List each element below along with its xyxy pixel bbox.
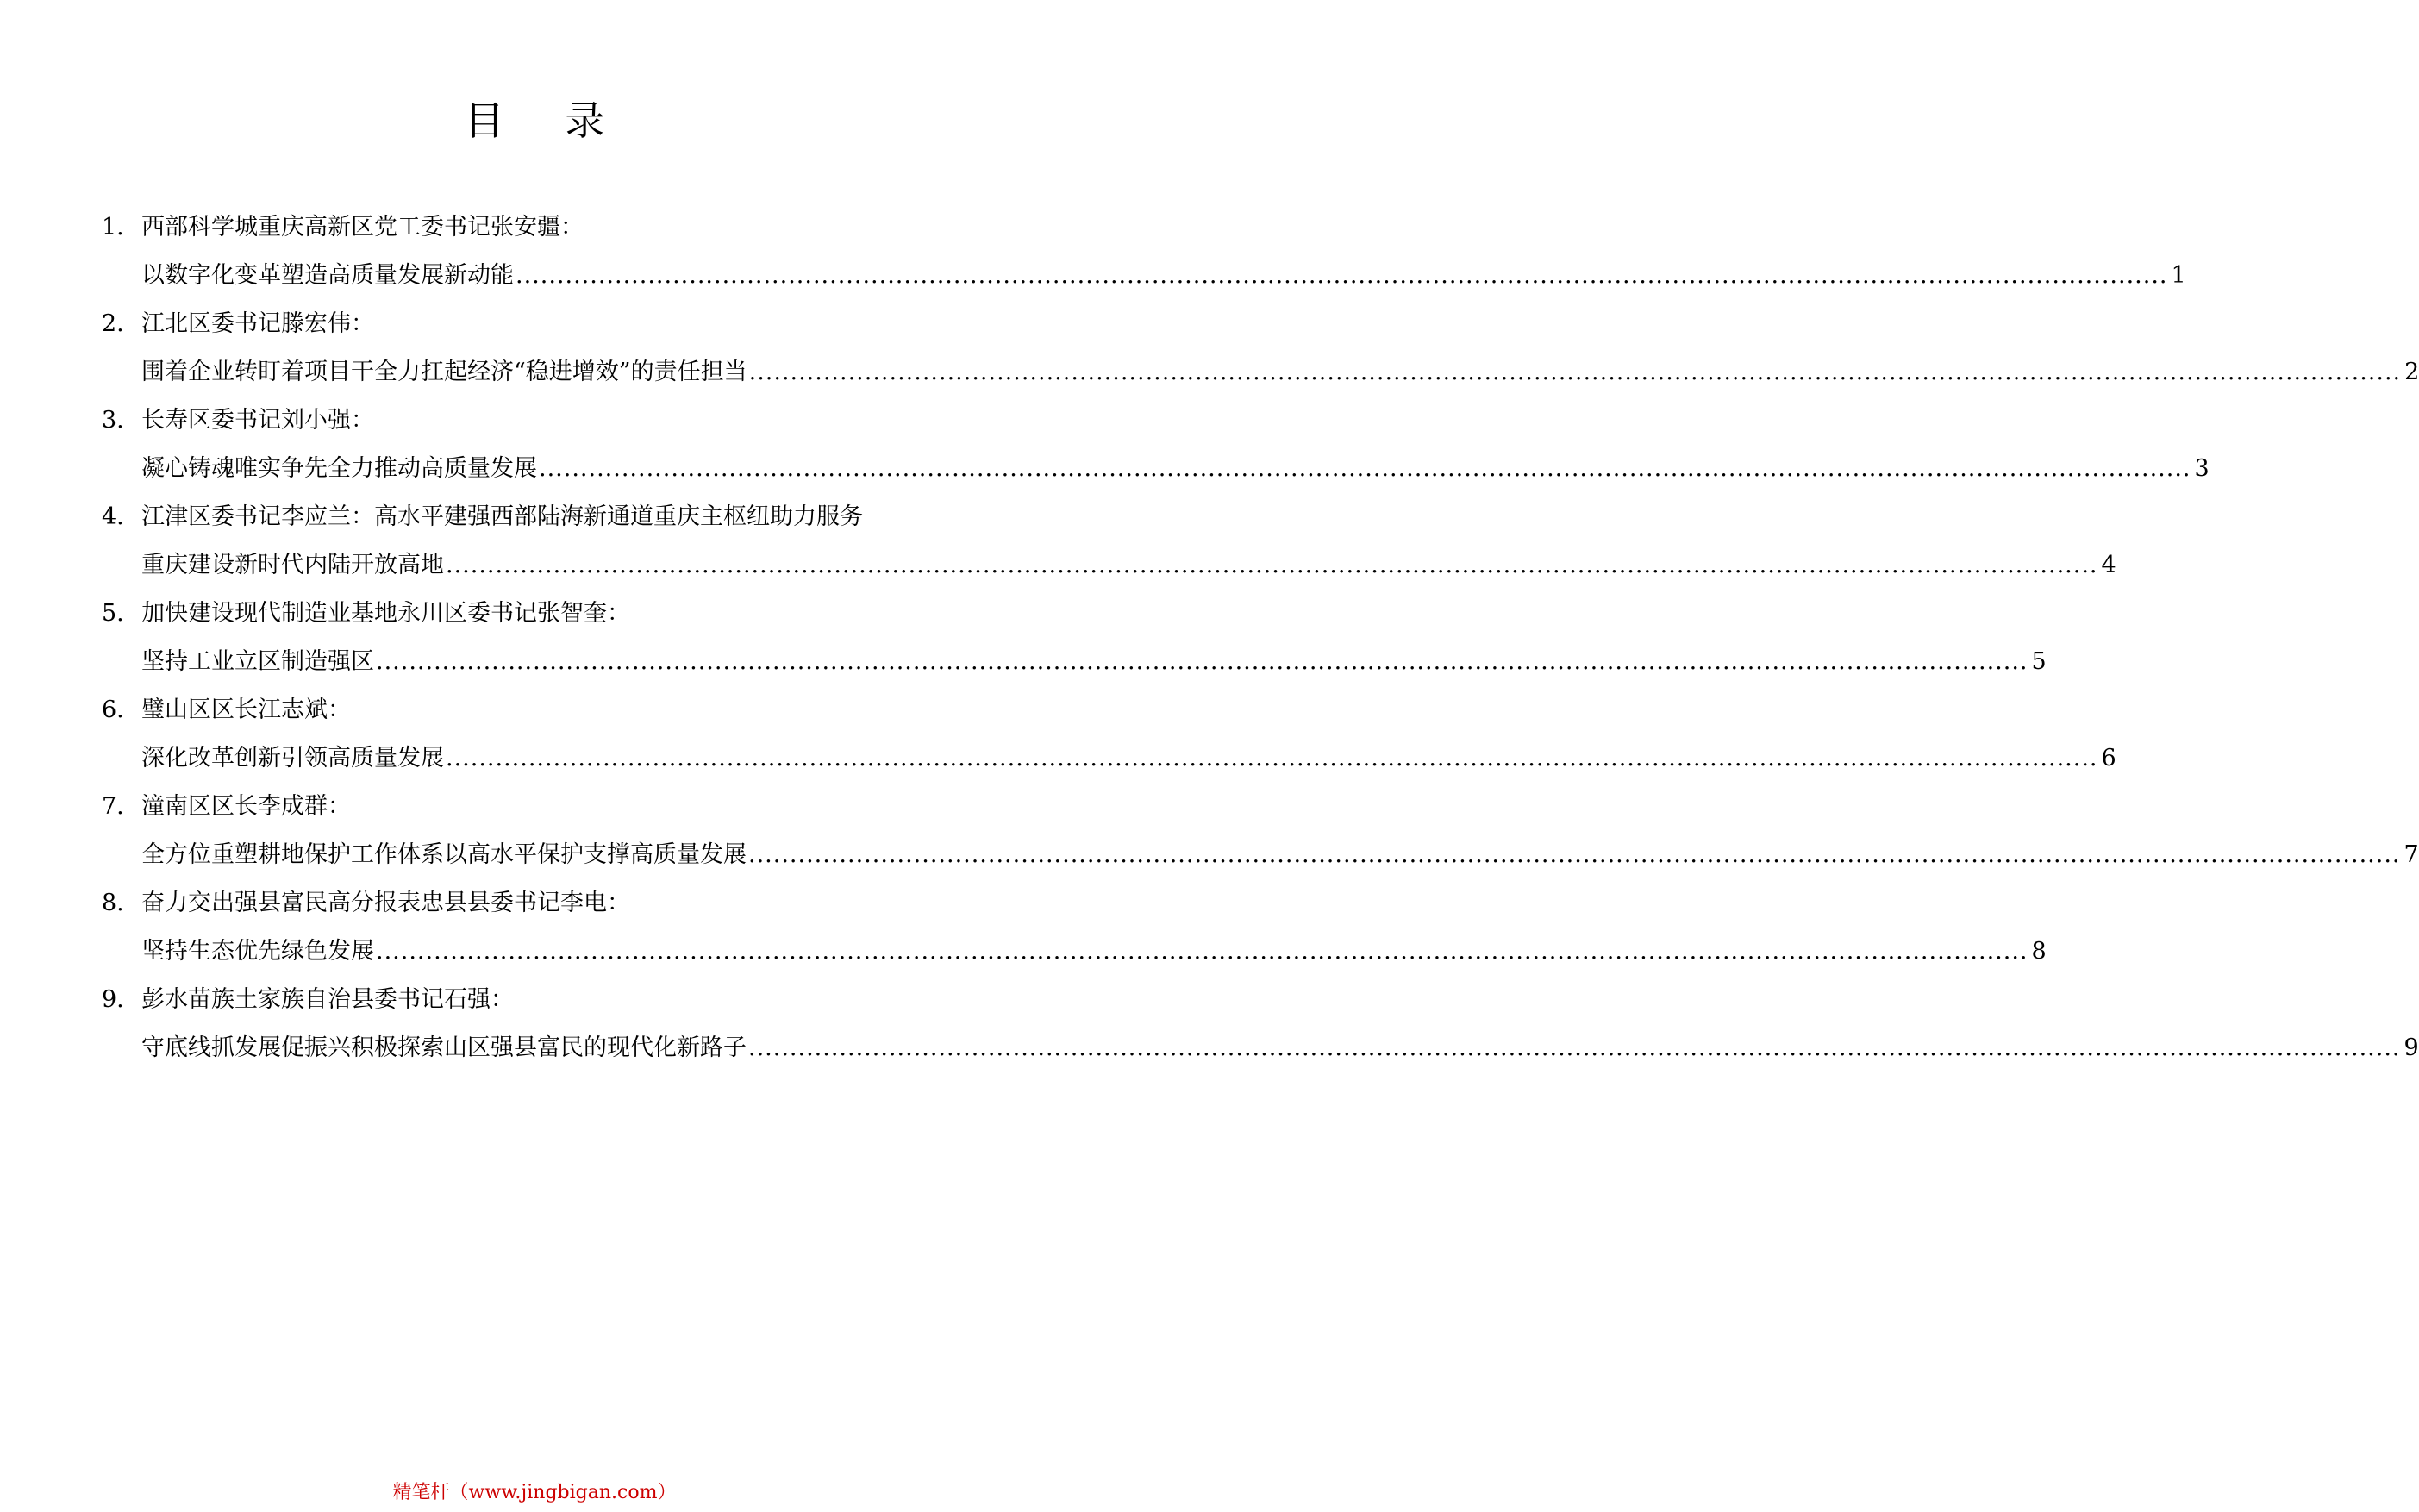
toc-entry-3-heading[interactable] [102, 397, 971, 445]
toc-entry-heading: 奋力交出强县富民高分报表忠县县委书记李电： [141, 890, 630, 916]
leader-dots: ........................................................................................................................................................................................................ [376, 938, 2028, 965]
toc-entry-subtitle: 凝心铸魂唯实争先全力推动高质量发展 [141, 455, 537, 482]
watermark-footer: 精笔杆（www.jingbigan.com） [392, 1482, 677, 1503]
toc-entry-page-number: 5 [2031, 648, 2047, 675]
toc-entry-6-heading[interactable] [102, 686, 971, 734]
toc-entry-heading: 江北区委书记滕宏伟： [141, 310, 374, 337]
toc-entry-heading: 潼南区区长李成群： [141, 793, 351, 820]
toc-entry-heading: 长寿区委书记刘小强： [141, 407, 374, 434]
toc-entry-subtitle: 围着企业转盯着项目干全力扛起经济“稳进增效”的责任担当 [141, 359, 747, 385]
toc-entry-2-subtitle[interactable] [102, 348, 2419, 397]
toc-entry-number: 3. [102, 407, 124, 434]
leader-dots: ........................................................................................................................................................................................................ [516, 262, 2168, 289]
toc-entry-page-number: 1 [2171, 262, 2186, 289]
toc-entry-number: 2. [102, 310, 124, 337]
toc-entry-subtitle: 全方位重塑耕地保护工作体系以高水平保护支撑高质量发展 [141, 841, 747, 868]
toc-entry-7-heading[interactable] [102, 783, 971, 831]
toc-entry-heading: 西部科学城重庆高新区党工委书记张安疆： [141, 214, 584, 241]
toc-entry-5-heading[interactable] [102, 590, 971, 638]
toc-entry-subtitle: 坚持工业立区制造强区 [141, 648, 374, 675]
toc-entry-page-number: 7 [2403, 841, 2419, 868]
toc-entry-1-heading[interactable] [102, 203, 971, 252]
toc-entry-page-number: 2 [2404, 359, 2419, 385]
toc-entry-number: 7. [102, 793, 124, 820]
leader-dots: ........................................................................................................................................................................................................ [748, 841, 2401, 868]
leader-dots: ........................................................................................................................................................................................................ [539, 455, 2191, 482]
toc-entry-number: 9. [102, 986, 124, 1013]
toc-entry-subtitle: 守底线抓发展促振兴积极探索山区强县富民的现代化新路子 [141, 1034, 747, 1061]
toc-entry-subtitle: 重庆建设新时代内陆开放高地 [141, 552, 444, 578]
toc-entry-page-number: 6 [2101, 745, 2116, 772]
toc-entry-7-subtitle[interactable] [102, 831, 2419, 879]
leader-dots: ........................................................................................................................................................................................................ [748, 1034, 2401, 1061]
document-title: 目 录 [464, 97, 629, 144]
toc-entry-2-heading[interactable] [102, 300, 971, 348]
toc-entry-number: 6. [102, 697, 124, 723]
toc-entry-page-number: 4 [2101, 552, 2116, 578]
toc-entry-heading: 彭水苗族土家族自治县委书记石强： [141, 986, 514, 1013]
toc-entry-4-subtitle[interactable] [102, 541, 2116, 590]
toc-entry-number: 1. [102, 214, 124, 241]
toc-entry-number: 4. [102, 503, 124, 530]
toc-entry-heading: 璧山区区长江志斌： [141, 697, 351, 723]
toc-entry-subtitle: 深化改革创新引领高质量发展 [141, 745, 444, 772]
toc-entry-number: 5. [102, 600, 124, 627]
toc-entry-number: 8. [102, 890, 124, 916]
leader-dots: ........................................................................................................................................................................................................ [446, 745, 2098, 772]
toc-entry-8-subtitle[interactable] [102, 928, 2047, 976]
toc-entry-9-heading[interactable] [102, 976, 971, 1024]
toc-entry-9-subtitle[interactable] [102, 1024, 2419, 1072]
toc-entry-4-heading[interactable] [102, 493, 971, 541]
toc-entry-heading: 加快建设现代制造业基地永川区委书记张智奎： [141, 600, 630, 627]
toc-entry-subtitle: 以数字化变革塑造高质量发展新动能 [141, 262, 514, 289]
toc-entry-page-number: 8 [2031, 938, 2047, 965]
toc-entry-8-heading[interactable] [102, 879, 971, 928]
toc-entry-5-subtitle[interactable] [102, 638, 2047, 686]
table-of-contents [102, 203, 2419, 1072]
toc-entry-6-subtitle[interactable] [102, 734, 2116, 783]
leader-dots: ........................................................................................................................................................................................................ [376, 648, 2028, 675]
leader-dots: ........................................................................................................................................................................................................ [446, 552, 2098, 578]
toc-entry-3-subtitle[interactable] [102, 445, 2210, 493]
toc-entry-subtitle: 坚持生态优先绿色发展 [141, 938, 374, 965]
leader-dots: ........................................................................................................................................................................................................ [748, 359, 2402, 385]
toc-entry-1-subtitle[interactable] [102, 252, 2186, 300]
toc-entry-page-number: 9 [2403, 1034, 2419, 1061]
toc-entry-page-number: 3 [2194, 455, 2210, 482]
toc-entry-heading: 江津区委书记李应兰：高水平建强西部陆海新通道重庆主枢纽助力服务 [141, 503, 863, 530]
